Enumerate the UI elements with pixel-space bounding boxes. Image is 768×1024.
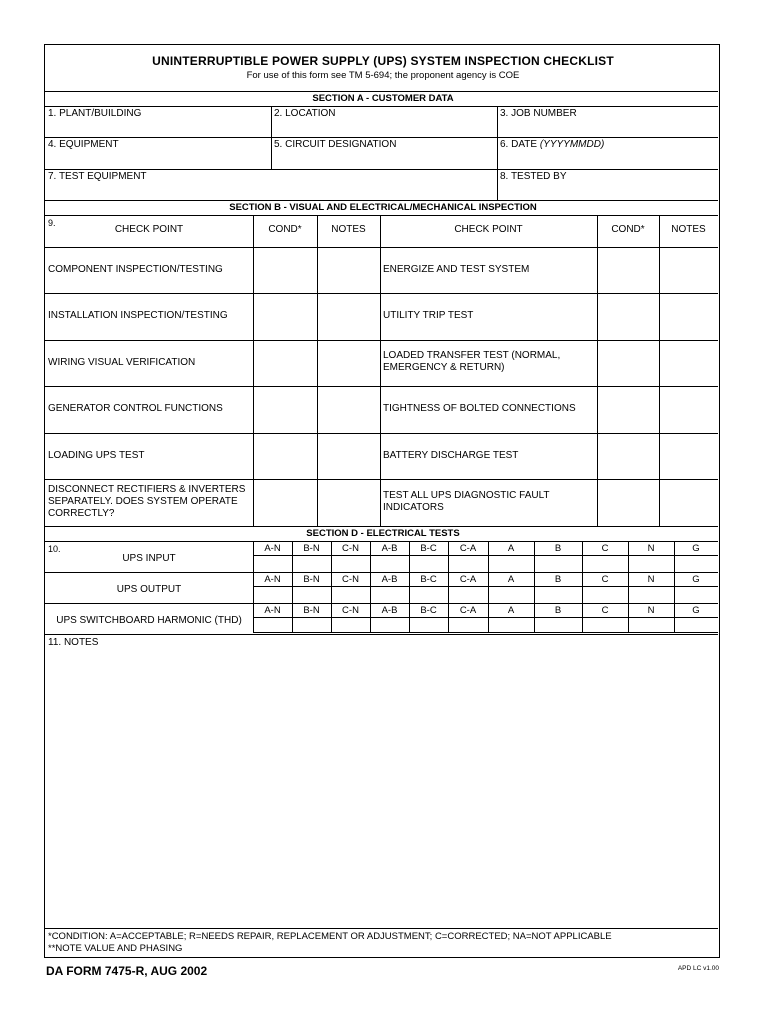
grid-line — [674, 572, 675, 603]
phase-value-cell[interactable] — [628, 556, 674, 572]
grid-line — [292, 572, 293, 603]
phase-value-cell[interactable] — [488, 556, 534, 572]
phase-column-header: B-N — [303, 574, 320, 585]
check-point-header-left: CHECK POINT — [114, 224, 184, 235]
phase-column-header: G — [692, 574, 700, 585]
form-title: UNINTERRUPTIBLE POWER SUPPLY (UPS) SYSTEM INSPECTION CHECKLIST — [152, 54, 614, 68]
item-9-number: 9. — [48, 218, 56, 228]
cond-header-right: COND* — [611, 224, 645, 235]
phase-value-cell[interactable] — [448, 587, 488, 603]
grid-line — [534, 572, 535, 603]
grid-line — [331, 603, 332, 632]
condition-footnote: *CONDITION: A=ACCEPTABLE; R=NEEDS REPAIR, REPLACEMENT OR ADJUSTMENT; C=CORRECTED; NA=NOT APPLICABLE — [48, 931, 612, 942]
phase-value-cell[interactable] — [674, 587, 718, 603]
grid-line — [292, 541, 293, 572]
notes-label: 11. NOTES — [48, 637, 99, 648]
job-number-field[interactable]: 3. JOB NUMBER — [500, 108, 577, 119]
grid-line — [409, 541, 410, 572]
phase-column-header: N — [647, 605, 655, 616]
phase-value-cell[interactable] — [370, 587, 409, 603]
grid-line — [488, 603, 489, 632]
phase-column-header: C — [601, 574, 609, 585]
electrical-test-row-label: UPS INPUT — [122, 553, 176, 564]
phase-value-cell[interactable] — [292, 556, 331, 572]
check-point-header-right: CHECK POINT — [454, 224, 523, 235]
check-item-energize-test: ENERGIZE AND TEST SYSTEM — [383, 264, 530, 275]
phase-column-header: B-N — [303, 605, 320, 616]
phase-column-header: C — [601, 605, 609, 616]
phase-column-header: A — [507, 605, 515, 616]
phase-column-header: C-N — [342, 605, 359, 616]
form-subtitle: For use of this form see TM 5-694; the proponent agency is COE — [246, 70, 520, 81]
electrical-test-row-label: UPS OUTPUT — [116, 584, 182, 595]
grid-line — [448, 572, 449, 603]
phase-value-cell[interactable] — [331, 556, 370, 572]
phase-column-header: A-B — [381, 543, 398, 554]
form-id: DA FORM 7475-R, AUG 2002 — [46, 964, 208, 978]
section-d-title: SECTION D - ELECTRICAL TESTS — [306, 528, 460, 539]
grid-line — [45, 572, 718, 573]
phase-column-header: A — [507, 574, 515, 585]
phase-column-header: C-N — [342, 543, 359, 554]
check-item-disconnect-rectifiers: DISCONNECT RECTIFIERS & INVERTERS SEPARATELY. DOES SYSTEM OPERATE CORRECTLY? — [48, 484, 246, 519]
phase-column-header: C-N — [342, 574, 359, 585]
phase-column-header: A-B — [381, 605, 398, 616]
phase-column-header: C — [601, 543, 609, 554]
location-field[interactable]: 2. LOCATION — [274, 108, 336, 119]
grid-line — [534, 603, 535, 632]
phase-value-cell[interactable] — [534, 556, 582, 572]
check-item-battery-discharge: BATTERY DISCHARGE TEST — [383, 450, 519, 461]
grid-line — [331, 541, 332, 572]
grid-line — [253, 632, 718, 633]
grid-line — [448, 541, 449, 572]
phase-column-header: A-N — [264, 605, 281, 616]
phase-column-header: N — [647, 543, 655, 554]
electrical-test-row-label: UPS SWITCHBOARD HARMONIC (THD) — [56, 615, 242, 626]
grid-line — [253, 617, 718, 618]
phase-column-header: G — [692, 605, 700, 616]
grid-line — [253, 541, 254, 572]
notes-header-right: NOTES — [671, 224, 706, 235]
check-item-installation-inspection: INSTALLATION INSPECTION/TESTING — [48, 310, 228, 321]
check-item-wiring-visual: WIRING VISUAL VERIFICATION — [48, 357, 196, 368]
item-10-number: 10. — [48, 544, 61, 554]
phase-column-header: A-N — [264, 574, 281, 585]
notes-area[interactable] — [45, 649, 718, 927]
phase-value-cell[interactable] — [582, 556, 628, 572]
phase-value-cell[interactable] — [253, 556, 292, 572]
check-item-diagnostic-fault: TEST ALL UPS DIAGNOSTIC FAULT INDICATORS — [383, 490, 550, 513]
grid-line — [370, 541, 371, 572]
grid-line — [534, 541, 535, 572]
date-field[interactable] — [500, 139, 604, 151]
notes-header-left: NOTES — [331, 224, 366, 235]
phase-value-cell[interactable] — [582, 587, 628, 603]
phasing-footnote: **NOTE VALUE AND PHASING — [48, 943, 183, 954]
phase-column-header: A-B — [381, 574, 398, 585]
equipment-field[interactable]: 4. EQUIPMENT — [48, 139, 119, 150]
phase-value-cell[interactable] — [370, 556, 409, 572]
check-item-loaded-transfer: LOADED TRANSFER TEST (NORMAL, EMERGENCY & RETURN) — [383, 350, 561, 373]
phase-value-cell[interactable] — [253, 587, 292, 603]
phase-column-header: G — [692, 543, 700, 554]
grid-line — [253, 572, 254, 603]
phase-column-header: B — [554, 605, 562, 616]
phase-column-header: C-A — [459, 605, 477, 616]
check-item-bolted-connections: TIGHTNESS OF BOLTED CONNECTIONS — [383, 403, 576, 414]
plant-building-field[interactable]: 1. PLANT/BUILDING — [48, 108, 142, 119]
form-version: APD LC v1.00 — [677, 965, 719, 972]
grid-line — [582, 603, 583, 632]
phase-value-cell[interactable] — [628, 587, 674, 603]
inspection-form — [44, 44, 720, 958]
phase-column-header: B-C — [420, 605, 437, 616]
grid-line — [488, 572, 489, 603]
cond-header-left: COND* — [268, 224, 302, 235]
test-equipment-field[interactable]: 7. TEST EQUIPMENT — [48, 171, 147, 182]
section-a-title: SECTION A - CUSTOMER DATA — [312, 93, 454, 104]
phase-column-header: B-C — [420, 574, 437, 585]
phase-value-cell[interactable] — [292, 587, 331, 603]
phase-value-cell[interactable] — [534, 587, 582, 603]
circuit-designation-field[interactable]: 5. CIRCUIT DESIGNATION — [274, 139, 397, 150]
phase-value-cell[interactable] — [674, 556, 718, 572]
grid-line — [45, 603, 718, 604]
phase-value-cell[interactable] — [488, 587, 534, 603]
check-item-loading-ups: LOADING UPS TEST — [48, 450, 145, 461]
phase-column-header: B — [554, 574, 562, 585]
grid-line — [628, 572, 629, 603]
phase-column-header: B — [554, 543, 562, 554]
grid-line — [292, 603, 293, 632]
date-format: (YYYYMMDD) — [539, 139, 605, 150]
grid-line — [370, 603, 371, 632]
phase-column-header: A-N — [264, 543, 281, 554]
grid-line — [409, 572, 410, 603]
phase-column-header: B-N — [303, 543, 320, 554]
grid-line — [370, 572, 371, 603]
check-item-component-inspection: COMPONENT INSPECTION/TESTING — [48, 264, 223, 275]
grid-line — [331, 572, 332, 603]
phase-value-cell[interactable] — [409, 587, 448, 603]
phase-column-header: C-A — [459, 574, 477, 585]
grid-line — [582, 541, 583, 572]
phase-value-cell[interactable] — [448, 556, 488, 572]
phase-column-header: A — [507, 543, 515, 554]
phase-column-header: B-C — [420, 543, 437, 554]
check-item-generator-control: GENERATOR CONTROL FUNCTIONS — [48, 403, 223, 414]
grid-line — [409, 603, 410, 632]
grid-line — [628, 603, 629, 632]
grid-line — [253, 555, 718, 556]
phase-value-cell[interactable] — [331, 587, 370, 603]
section-b-title: SECTION B - VISUAL AND ELECTRICAL/MECHANICAL INSPECTION — [229, 202, 537, 213]
phase-value-cell[interactable] — [409, 556, 448, 572]
phase-column-header: C-A — [459, 543, 477, 554]
tested-by-field[interactable]: 8. TESTED BY — [500, 171, 567, 182]
grid-line — [674, 603, 675, 632]
grid-line — [448, 603, 449, 632]
grid-line — [582, 572, 583, 603]
grid-line — [674, 541, 675, 572]
grid-line — [488, 541, 489, 572]
check-item-utility-trip: UTILITY TRIP TEST — [383, 310, 474, 321]
grid-line — [253, 603, 254, 632]
date-label: 6. DATE — [500, 139, 538, 150]
grid-line — [253, 586, 718, 587]
phase-column-header: N — [647, 574, 655, 585]
grid-line — [628, 541, 629, 572]
